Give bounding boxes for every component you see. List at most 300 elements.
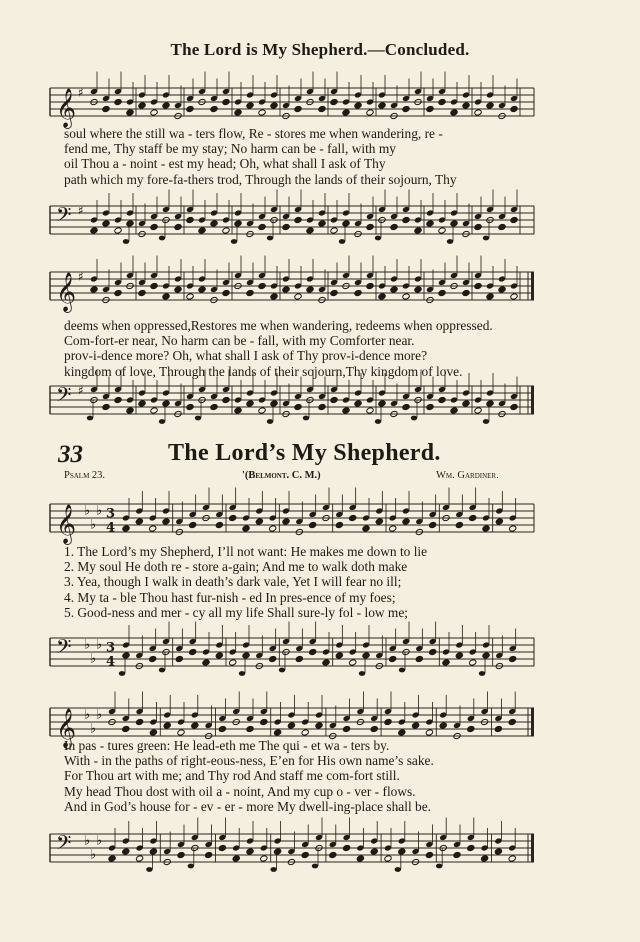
staff-lines bbox=[50, 638, 534, 666]
note-head bbox=[343, 725, 351, 732]
note-head bbox=[474, 282, 482, 289]
note-head bbox=[414, 227, 422, 234]
note-head bbox=[438, 98, 446, 105]
note-head bbox=[330, 289, 338, 296]
note-head bbox=[136, 718, 144, 725]
note-head bbox=[186, 293, 194, 300]
svg-text:♭: ♭ bbox=[96, 707, 103, 723]
note-head bbox=[269, 655, 277, 662]
note-head bbox=[510, 403, 518, 410]
staff-bass-4 bbox=[46, 820, 536, 880]
note-head bbox=[90, 286, 98, 293]
note-head bbox=[301, 851, 309, 858]
hymn-number: 33 bbox=[58, 441, 83, 468]
note-head bbox=[412, 722, 420, 729]
note-head bbox=[508, 855, 516, 862]
note-head bbox=[162, 518, 170, 525]
note-head bbox=[402, 216, 410, 223]
note-head bbox=[149, 848, 157, 855]
note-head bbox=[425, 729, 433, 736]
note-head bbox=[222, 396, 230, 403]
note-head bbox=[210, 403, 218, 410]
note-head bbox=[315, 722, 323, 729]
key-signature-flats-icon bbox=[84, 504, 102, 533]
note-head bbox=[495, 518, 503, 525]
note-head bbox=[102, 403, 110, 410]
note-head bbox=[510, 293, 518, 300]
time-signature-icon bbox=[106, 506, 115, 535]
bass-clef-icon: 𝄢 bbox=[56, 831, 72, 859]
note-head bbox=[122, 652, 130, 659]
note-head bbox=[159, 668, 165, 673]
staff-treble-1 bbox=[46, 74, 536, 134]
lyric-line: 4. My ta - ble Thou hast fur-nish - ed In pres-ence of my foes; bbox=[64, 589, 396, 605]
note-head bbox=[335, 652, 343, 659]
note-head bbox=[411, 416, 417, 421]
hymn-32-lyrics-2 bbox=[64, 318, 534, 379]
note-head bbox=[378, 400, 386, 407]
note-head bbox=[450, 220, 458, 227]
note-head bbox=[483, 236, 489, 241]
time-signature-icon bbox=[106, 640, 115, 669]
note-head bbox=[232, 855, 240, 862]
note-head bbox=[102, 105, 110, 112]
note-head bbox=[349, 659, 357, 666]
note-head bbox=[198, 286, 206, 293]
note-head bbox=[189, 648, 197, 655]
treble-clef-icon: 𝄞 bbox=[56, 708, 77, 748]
note-head bbox=[122, 525, 130, 532]
key-signature-flats-icon bbox=[84, 638, 102, 667]
hymn-33-title: The Lord’s My Shepherd. bbox=[168, 440, 441, 466]
note-head bbox=[402, 293, 410, 300]
note-head bbox=[366, 407, 374, 414]
treble-clef-icon: 𝄞 bbox=[56, 272, 77, 312]
note-head bbox=[210, 105, 218, 112]
note-head bbox=[258, 109, 266, 116]
note-head bbox=[436, 864, 442, 869]
note-head bbox=[482, 525, 490, 532]
note-head bbox=[186, 216, 194, 223]
note-head bbox=[294, 216, 302, 223]
note-head bbox=[442, 659, 450, 666]
note-group bbox=[90, 190, 518, 244]
note-head bbox=[467, 725, 475, 732]
note-head bbox=[362, 652, 370, 659]
note-head bbox=[114, 396, 122, 403]
staff-bass-3 bbox=[46, 624, 536, 684]
note-head bbox=[309, 648, 317, 655]
note-head bbox=[189, 521, 197, 528]
note-head bbox=[469, 514, 477, 521]
note-head bbox=[229, 514, 237, 521]
note-head bbox=[375, 419, 381, 424]
note-head bbox=[215, 652, 223, 659]
lyric-line: soul where the still wa - ters flow, Re - stores me when wandering, re - bbox=[64, 126, 443, 141]
note-head bbox=[138, 289, 146, 296]
note-head bbox=[186, 105, 194, 112]
hymn-33-lyrics-2 bbox=[64, 738, 534, 814]
note-head bbox=[146, 867, 152, 872]
note-head bbox=[234, 109, 242, 116]
note-head bbox=[159, 419, 165, 424]
note-head bbox=[191, 722, 199, 729]
lyric-line: 5. Good-ness and mer - cy all my life Shall sure-ly fol - low me; bbox=[64, 604, 408, 620]
note-head bbox=[494, 725, 502, 732]
note-head bbox=[122, 848, 130, 855]
note-head bbox=[282, 223, 290, 230]
note-head bbox=[384, 855, 392, 862]
note-head bbox=[119, 671, 125, 676]
svg-text:♭: ♭ bbox=[90, 517, 97, 533]
note-head bbox=[389, 655, 397, 662]
lyric-line: deems when oppressed,Restores me when wandering, redeems when oppressed. bbox=[64, 318, 493, 333]
tune-name: '(Belmont. C. M.) bbox=[242, 470, 321, 481]
note-head bbox=[378, 293, 386, 300]
lyric-line: fend me, Thy staff be my stay; No harm can be - fall, with my bbox=[64, 141, 396, 157]
note-head bbox=[195, 416, 201, 421]
treble-clef-icon: 𝄞 bbox=[56, 504, 77, 544]
note-head bbox=[306, 286, 314, 293]
note-head bbox=[455, 652, 463, 659]
bass-clef-icon: 𝄢 bbox=[56, 635, 72, 663]
note-head bbox=[429, 521, 437, 528]
note-head bbox=[429, 648, 437, 655]
note-head bbox=[370, 725, 378, 732]
note-head bbox=[510, 216, 518, 223]
staff-lines bbox=[50, 834, 534, 862]
sharp-key-icon: ♯ bbox=[78, 203, 84, 218]
note-head bbox=[174, 286, 182, 293]
note-head bbox=[455, 521, 463, 528]
svg-text:♭: ♭ bbox=[96, 833, 103, 849]
note-head bbox=[486, 102, 494, 109]
sharp-key-icon: ♯ bbox=[78, 383, 84, 398]
note-head bbox=[150, 223, 158, 230]
note-head bbox=[339, 239, 345, 244]
note-head bbox=[114, 289, 122, 296]
lyric-line: My head Thou dost with oil a - noint, And my cup o - ver - flows. bbox=[64, 783, 416, 799]
note-head bbox=[229, 659, 237, 666]
note-head bbox=[274, 848, 282, 855]
note-group bbox=[108, 692, 516, 740]
note-head bbox=[90, 227, 98, 234]
note-head bbox=[378, 102, 386, 109]
note-head bbox=[354, 289, 362, 296]
final-bar-line bbox=[531, 834, 534, 862]
note-head bbox=[483, 419, 489, 424]
staff-lines bbox=[50, 272, 534, 300]
note-head bbox=[149, 525, 157, 532]
note-head bbox=[509, 655, 517, 662]
lyric-line: prov-i-dence more? Oh, what shall I ask of Thy prov-i-dence more? bbox=[64, 348, 428, 364]
note-head bbox=[159, 236, 165, 241]
staff-lines bbox=[50, 88, 534, 116]
sharp-key-icon: ♯ bbox=[78, 269, 84, 284]
staff-treble-3 bbox=[46, 490, 536, 550]
scripture-reference: Psalm 23. bbox=[64, 470, 106, 481]
note-head bbox=[150, 109, 158, 116]
lyric-line: kingdom of love, Through the lands of their sojourn,Thy kingdom of love. bbox=[64, 363, 463, 379]
svg-text:4: 4 bbox=[106, 520, 116, 536]
lyric-line: Com-fort-er near, No harm can be - fall, with my Comforter near. bbox=[64, 333, 415, 349]
note-head bbox=[255, 518, 263, 525]
note-head bbox=[149, 655, 157, 662]
note-head bbox=[498, 286, 506, 293]
bass-clef-icon: 𝄢 bbox=[56, 383, 72, 411]
svg-text:♭: ♭ bbox=[84, 833, 91, 849]
note-head bbox=[498, 223, 506, 230]
svg-text:♭: ♭ bbox=[96, 637, 103, 653]
note-head bbox=[198, 227, 206, 234]
svg-text:♭: ♭ bbox=[90, 651, 97, 667]
note-head bbox=[508, 718, 516, 725]
note-head bbox=[87, 416, 93, 421]
note-head bbox=[450, 407, 458, 414]
staff-lines bbox=[50, 386, 534, 414]
note-head bbox=[375, 518, 383, 525]
note-head bbox=[114, 227, 122, 234]
note-head bbox=[318, 403, 326, 410]
sharp-key-icon: ♯ bbox=[78, 85, 84, 100]
note-head bbox=[481, 855, 489, 862]
note-head bbox=[282, 518, 290, 525]
note-head bbox=[402, 105, 410, 112]
note-head bbox=[390, 286, 398, 293]
note-head bbox=[218, 844, 226, 851]
lyric-line: In pas - tures green: He lead-eth me The qui - et wa - ters by. bbox=[64, 738, 390, 753]
note-head bbox=[162, 293, 170, 300]
note-head bbox=[294, 403, 302, 410]
note-head bbox=[108, 855, 116, 862]
note-head bbox=[494, 848, 502, 855]
note-head bbox=[366, 223, 374, 230]
note-group bbox=[108, 818, 516, 872]
note-head bbox=[246, 400, 254, 407]
svg-text:♭: ♭ bbox=[84, 707, 91, 723]
note-head bbox=[267, 236, 273, 241]
note-head bbox=[234, 407, 242, 414]
note-head bbox=[114, 98, 122, 105]
note-head bbox=[322, 659, 330, 666]
note-head bbox=[426, 105, 434, 112]
note-head bbox=[162, 102, 170, 109]
lyric-line: 1. The Lord’s my Shepherd, I’ll not want: He makes me down to lie bbox=[64, 544, 428, 559]
svg-text:♭: ♭ bbox=[90, 847, 97, 863]
composer-credit: Wm. Gardiner. bbox=[436, 470, 499, 481]
staff-bass-2 bbox=[46, 372, 536, 432]
note-head bbox=[356, 855, 364, 862]
note-head bbox=[398, 848, 406, 855]
note-head bbox=[384, 718, 392, 725]
note-head bbox=[267, 419, 273, 424]
note-head bbox=[482, 652, 490, 659]
note-head bbox=[210, 220, 218, 227]
note-head bbox=[330, 227, 338, 234]
lyric-line: 2. My soul He doth re - store a-gain; And me to walk doth make bbox=[64, 559, 408, 575]
note-head bbox=[270, 102, 278, 109]
note-head bbox=[270, 867, 276, 872]
staff-bass-1 bbox=[46, 192, 536, 252]
final-bar-line bbox=[531, 386, 534, 414]
svg-text:♭: ♭ bbox=[90, 721, 97, 737]
note-head bbox=[205, 851, 213, 858]
lyric-line: With - in the paths of right-eous-ness, E’en for His own name’s sake. bbox=[64, 753, 434, 769]
note-head bbox=[399, 668, 405, 673]
note-head bbox=[486, 400, 494, 407]
hymn-32-title: The Lord is My Shepherd.—Concluded. bbox=[170, 40, 470, 59]
note-head bbox=[246, 289, 254, 296]
note-head bbox=[294, 293, 302, 300]
note-head bbox=[354, 400, 362, 407]
svg-text:♭: ♭ bbox=[84, 503, 91, 519]
note-head bbox=[329, 851, 337, 858]
note-head bbox=[258, 407, 266, 414]
note-head bbox=[175, 655, 183, 662]
note-head bbox=[330, 396, 338, 403]
note-head bbox=[510, 105, 518, 112]
note-head bbox=[375, 236, 381, 241]
note-head bbox=[177, 851, 185, 858]
note-head bbox=[395, 867, 401, 872]
note-head bbox=[439, 722, 447, 729]
note-head bbox=[126, 407, 134, 414]
note-head bbox=[474, 223, 482, 230]
key-signature-flats-icon bbox=[84, 834, 102, 863]
note-head bbox=[306, 227, 314, 234]
hymn-33-lyrics-1 bbox=[64, 544, 534, 620]
lyric-line: And in God’s house for - ev - er - more My dwell-ing-place shall be. bbox=[64, 798, 432, 814]
note-head bbox=[163, 722, 171, 729]
svg-text:♭: ♭ bbox=[96, 503, 103, 519]
note-head bbox=[202, 659, 210, 666]
key-signature-flats-icon bbox=[84, 708, 102, 737]
note-head bbox=[135, 518, 143, 525]
note-head bbox=[303, 416, 309, 421]
bass-clef-icon: 𝄢 bbox=[56, 203, 72, 231]
note-head bbox=[509, 525, 517, 532]
treble-clef-icon: 𝄞 bbox=[56, 88, 77, 128]
note-head bbox=[258, 282, 266, 289]
note-head bbox=[342, 220, 350, 227]
note-head bbox=[438, 396, 446, 403]
note-head bbox=[242, 525, 250, 532]
note-group bbox=[90, 256, 518, 304]
note-head bbox=[479, 671, 485, 676]
staff-lines bbox=[50, 708, 534, 736]
svg-text:3: 3 bbox=[106, 640, 116, 656]
note-head bbox=[188, 864, 194, 869]
note-head bbox=[260, 718, 268, 725]
note-head bbox=[231, 239, 237, 244]
note-group bbox=[119, 622, 517, 676]
note-head bbox=[174, 223, 182, 230]
note-head bbox=[150, 282, 158, 289]
lyric-line: 3. Yea, though I walk in death’s dark vale, Yet I will fear no ill; bbox=[64, 574, 402, 590]
note-head bbox=[150, 407, 158, 414]
note-head bbox=[343, 844, 351, 851]
note-head bbox=[402, 518, 410, 525]
note-head bbox=[398, 729, 406, 736]
note-head bbox=[218, 725, 226, 732]
note-head bbox=[335, 521, 343, 528]
lyric-line: path which my fore-fa-thers trod, Through the lands of their sojourn, Thy bbox=[64, 171, 457, 187]
note-head bbox=[438, 289, 446, 296]
note-head bbox=[258, 223, 266, 230]
note-head bbox=[186, 403, 194, 410]
note-head bbox=[366, 109, 374, 116]
note-head bbox=[414, 286, 422, 293]
note-head bbox=[462, 102, 470, 109]
note-head bbox=[318, 105, 326, 112]
note-head bbox=[354, 102, 362, 109]
note-head bbox=[366, 282, 374, 289]
note-head bbox=[234, 220, 242, 227]
note-head bbox=[294, 105, 302, 112]
hymn-32-lyrics-1 bbox=[64, 126, 534, 187]
note-head bbox=[270, 400, 278, 407]
note-head bbox=[469, 659, 477, 666]
note-group bbox=[90, 72, 518, 120]
note-head bbox=[222, 227, 230, 234]
note-head bbox=[279, 668, 285, 673]
svg-text:♭: ♭ bbox=[84, 637, 91, 653]
note-group bbox=[87, 370, 518, 424]
note-head bbox=[138, 102, 146, 109]
note-head bbox=[415, 655, 423, 662]
final-bar-line bbox=[531, 272, 534, 300]
note-head bbox=[402, 403, 410, 410]
note-head bbox=[126, 220, 134, 227]
note-head bbox=[149, 729, 157, 736]
note-head bbox=[426, 403, 434, 410]
note-head bbox=[342, 109, 350, 116]
note-head bbox=[242, 652, 250, 659]
note-head bbox=[318, 220, 326, 227]
note-head bbox=[438, 227, 446, 234]
note-head bbox=[425, 851, 433, 858]
note-head bbox=[486, 293, 494, 300]
note-head bbox=[359, 671, 365, 676]
note-head bbox=[362, 525, 370, 532]
note-head bbox=[122, 725, 130, 732]
note-head bbox=[447, 239, 453, 244]
note-head bbox=[342, 407, 350, 414]
note-head bbox=[450, 109, 458, 116]
note-head bbox=[301, 729, 309, 736]
note-head bbox=[330, 98, 338, 105]
note-head bbox=[349, 514, 357, 521]
svg-text:3: 3 bbox=[106, 506, 116, 522]
note-head bbox=[282, 286, 290, 293]
note-head bbox=[474, 407, 482, 414]
note-head bbox=[246, 725, 254, 732]
note-head bbox=[467, 844, 475, 851]
note-head bbox=[426, 220, 434, 227]
note-head bbox=[390, 223, 398, 230]
staff-treble-2 bbox=[46, 258, 536, 318]
note-head bbox=[462, 400, 470, 407]
note-head bbox=[215, 521, 223, 528]
note-head bbox=[462, 289, 470, 296]
note-head bbox=[162, 400, 170, 407]
note-head bbox=[246, 102, 254, 109]
note-group bbox=[122, 488, 517, 536]
note-head bbox=[370, 848, 378, 855]
note-head bbox=[312, 864, 318, 869]
note-head bbox=[295, 655, 303, 662]
note-head bbox=[274, 729, 282, 736]
